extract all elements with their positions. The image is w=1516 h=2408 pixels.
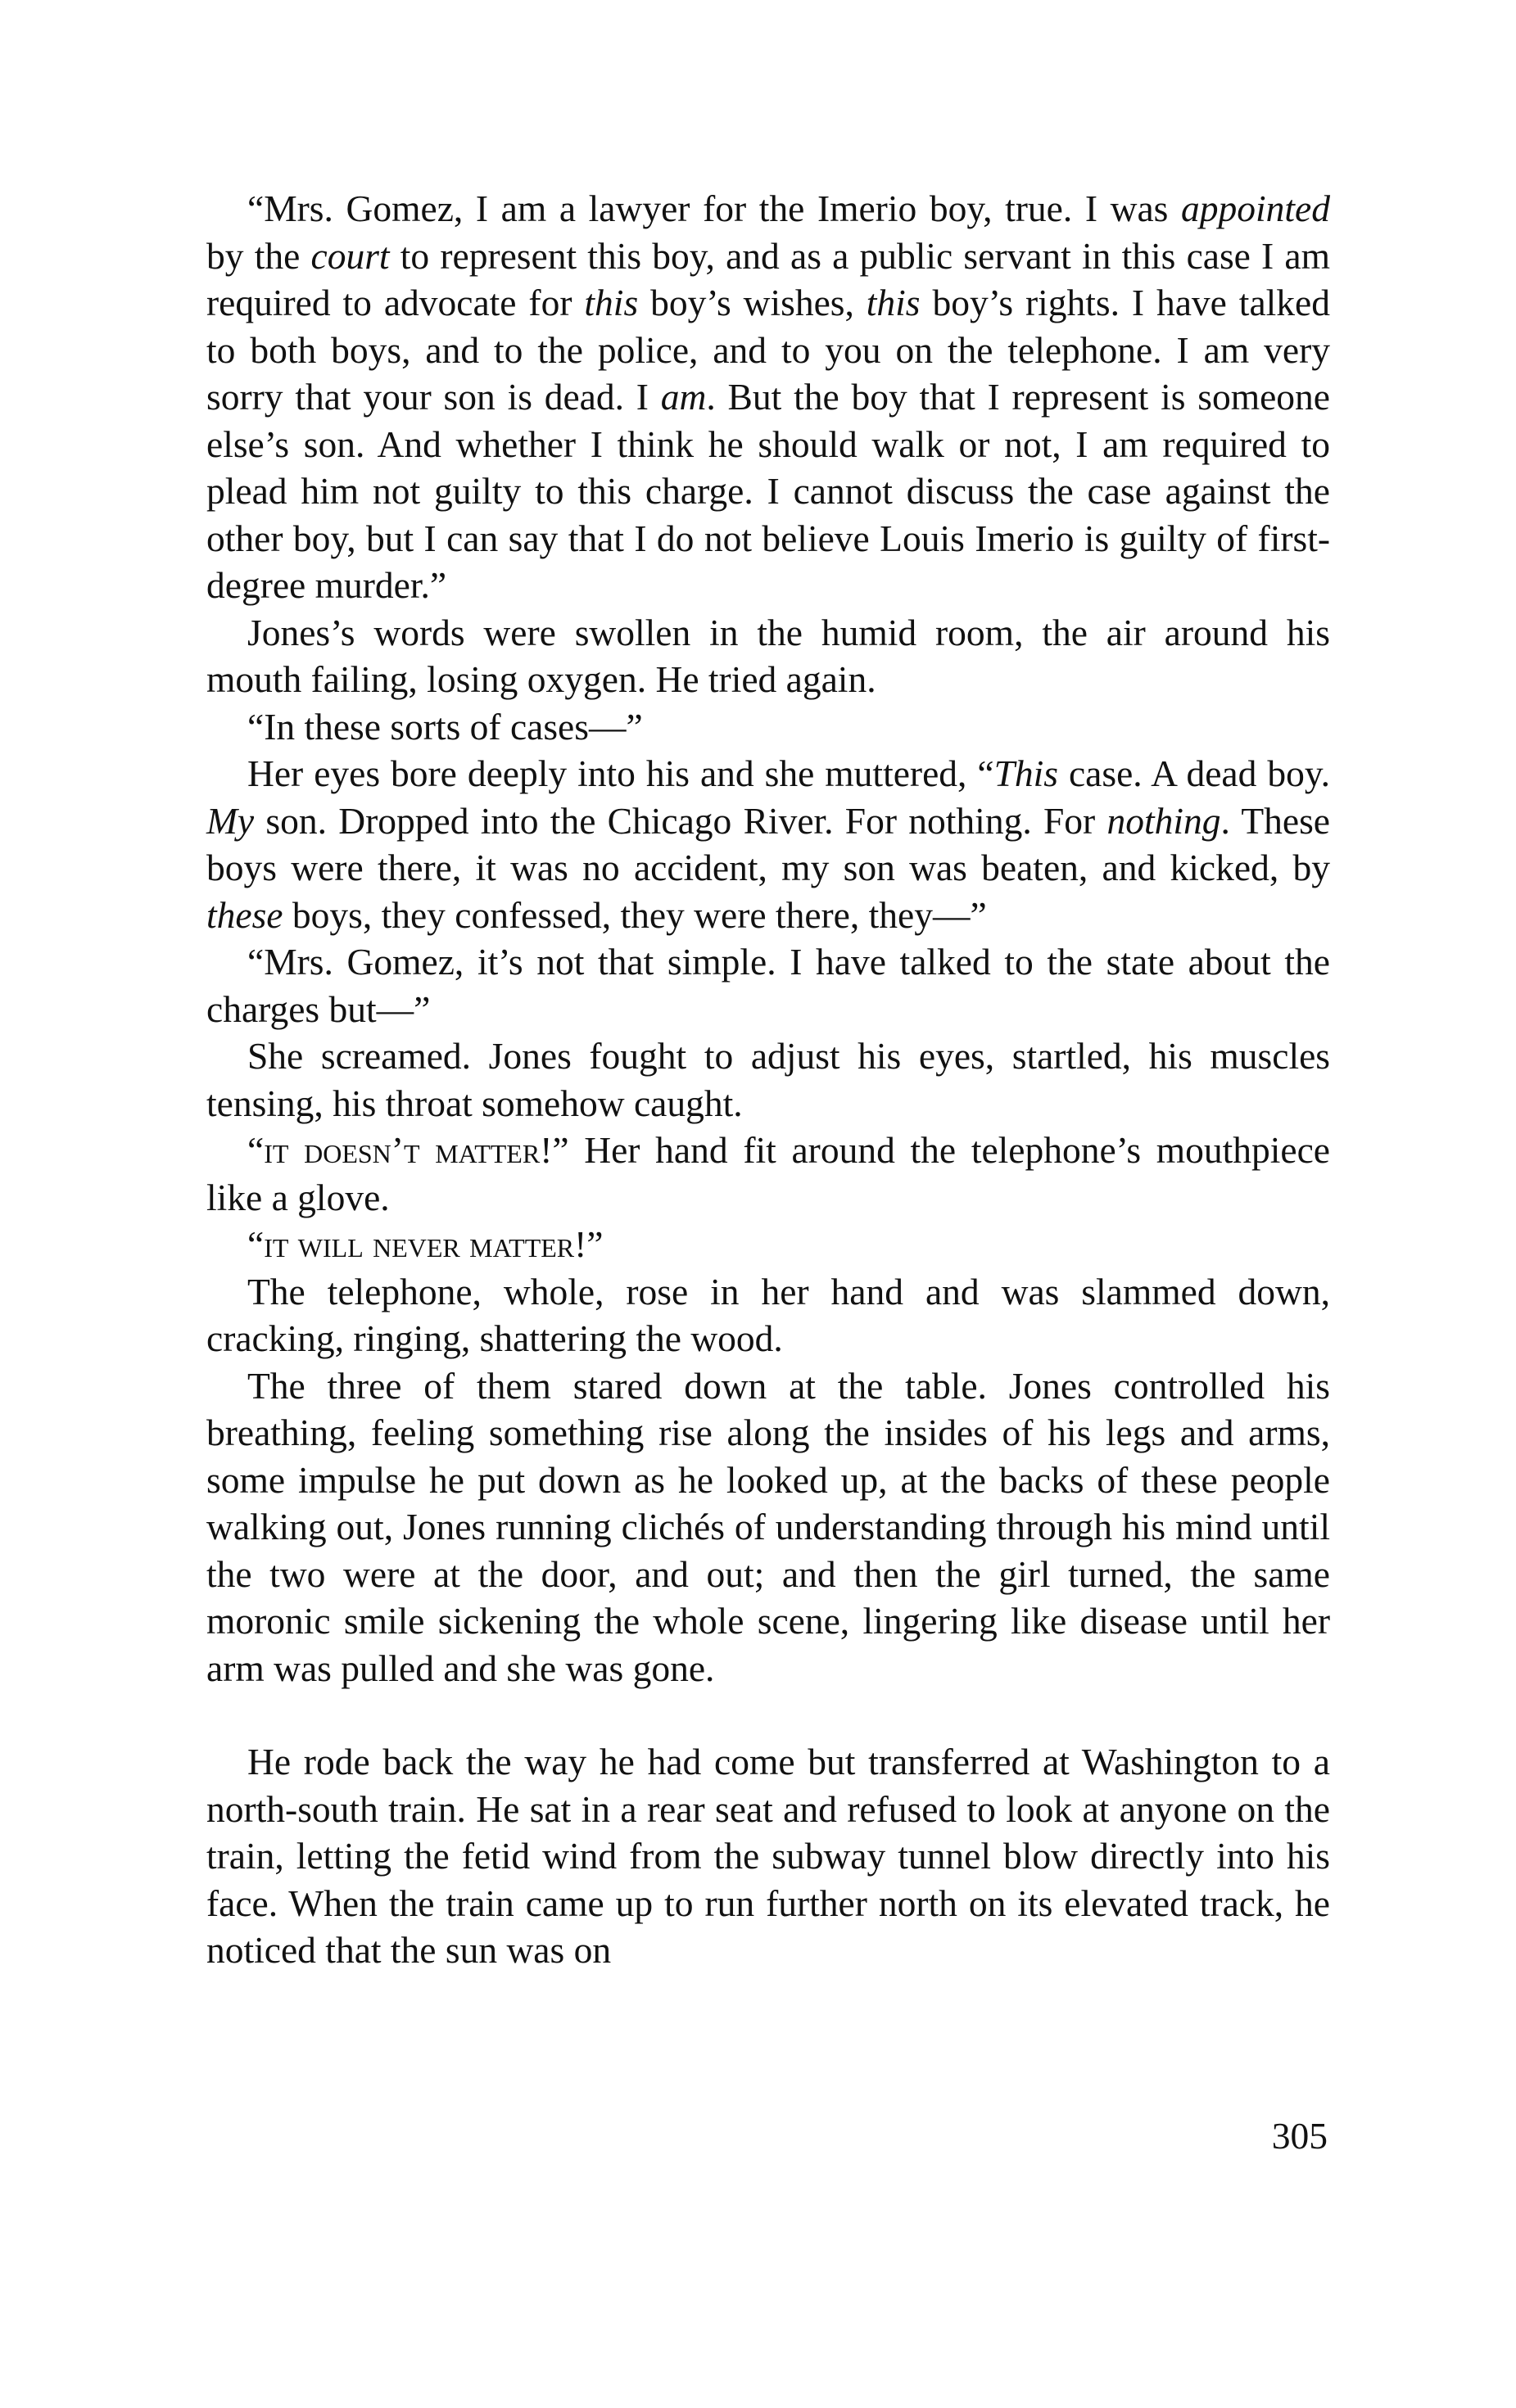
paragraph — [206, 1127, 1330, 1221]
paragraph — [206, 1362, 1330, 1692]
paragraph-text: boy’s wishes, — [638, 282, 867, 323]
paragraph-text: boy’s rights. I have talked to both boys, and to the police, and to you on the telephone. I am very sorry that your son is dead. I — [206, 282, 1330, 418]
paragraph-text: Jones’s words were swollen in the humid room, the air around his mouth failing, losing oxygen. He tried again. — [206, 611, 1330, 700]
paragraph-text: “Mrs. Gomez, I am a lawyer for the Imerio boy, true. I was — [247, 187, 1182, 229]
paragraph-text: to represent this boy, and as a public servant in this case I am required to advocate for — [206, 234, 1330, 323]
italic-text: these — [206, 893, 283, 936]
italic-text: court — [310, 234, 390, 277]
italic-text: nothing — [1106, 799, 1221, 842]
italic-text: this — [866, 282, 921, 323]
paragraph-text: The telephone, whole, rose in her hand and was slammed down, cracking, ringing, shattering the wood. — [206, 1270, 1330, 1359]
paragraph — [206, 703, 1330, 751]
paragraph-text: “In these sorts of cases—” — [247, 705, 643, 748]
paragraph-text: case. A dead boy. — [1057, 752, 1330, 794]
paragraph — [206, 609, 1330, 703]
italic-text: this — [584, 282, 639, 323]
small-caps-text: it will never matter — [264, 1223, 575, 1265]
paragraph-text: “ — [247, 1129, 265, 1171]
paragraph — [206, 185, 1330, 609]
page-number: 305 — [1271, 2115, 1328, 2157]
page-body — [206, 185, 1330, 1974]
small-caps-text: it doesn’t matter — [264, 1129, 541, 1171]
paragraph — [206, 750, 1330, 938]
paragraph-text: The three of them stared down at the table. Jones controlled his breathing, feeling something rise along the insides of his legs and arms, some impulse he put down as he looked up, at the backs of these people walking out, Jones running clichés of understanding through his mind until the two were at the door, and out; and then the girl turned, the same moronic smile sickening the whole scene, lingering like disease until her arm was pulled and she was gone. — [206, 1364, 1330, 1689]
paragraph-text: boys, they confessed, they were there, they—” — [283, 893, 987, 936]
paragraph-text: . But the boy that I represent is someone else’s son. And whether I think he should walk or not, I am required to plead him not guilty to this charge. I cannot discuss the case against the other boy, but I can say that I do not believe Louis Imerio is guilty of first-degree murder.” — [206, 376, 1330, 606]
paragraph-text: He rode back the way he had come but transferred at Washington to a north-south train. He sat in a rear seat and refused to look at anyone on the train, letting the fetid wind from the subway tunnel blow directly into his face. When the train came up to run further north on its elevated track, he noticed that the sun was on — [206, 1741, 1330, 1971]
paragraph-text: “ — [247, 1223, 265, 1265]
paragraph-text: by the — [206, 234, 311, 277]
italic-text: am — [660, 376, 707, 418]
paragraph-text: !” — [574, 1223, 604, 1265]
paragraph — [206, 938, 1330, 1032]
italic-text: My — [206, 799, 255, 842]
paragraph — [206, 1221, 1330, 1268]
paragraph-text: “Mrs. Gomez, it’s not that simple. I have talked to the state about the charges but—” — [206, 941, 1330, 1030]
paragraph — [206, 1268, 1330, 1362]
paragraph-text: son. Dropped into the Chicago River. For nothing. For — [254, 799, 1107, 842]
paragraph-text: Her eyes bore deeply into his and she muttered, “ — [247, 752, 994, 794]
paragraph-text: !” Her hand fit around the telephone’s mouthpiece like a glove. — [206, 1129, 1331, 1218]
paragraph-text: . These boys were there, it was no accident, my son was beaten, and kicked, by — [206, 799, 1330, 888]
paragraph — [206, 1032, 1330, 1127]
italic-text: appointed — [1181, 187, 1330, 229]
italic-text: This — [993, 752, 1058, 794]
paragraph — [206, 1738, 1330, 1974]
paragraph-text: She screamed. Jones fought to adjust his eyes, startled, his muscles tensing, his throat somehow caught. — [206, 1035, 1330, 1124]
